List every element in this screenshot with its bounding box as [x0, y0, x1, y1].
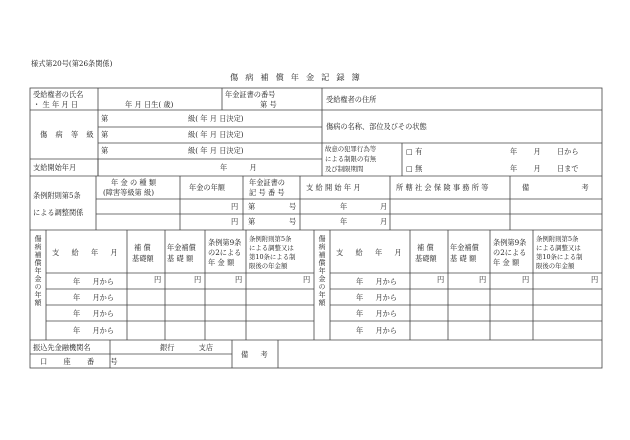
col-bonus-left-1: 年金補償	[167, 243, 196, 252]
col-month-right: 支 給 年 月	[336, 248, 402, 257]
s2-year-2: 年	[340, 217, 348, 226]
col-art9-right-1: 条例第9条	[493, 238, 527, 247]
col-adj-left-1: 条例附則第5条	[249, 235, 292, 243]
grade-row-1[interactable]: 第	[101, 114, 109, 123]
col-base-right-2: 基礎額	[415, 254, 437, 263]
col-adj-left-3: 第10条による制	[249, 253, 296, 261]
restriction-label-1: 故意の犯罪行為等	[325, 145, 377, 153]
restriction-label-2: による制限の有無	[325, 155, 377, 163]
col-adj-right-3: 第10条による制	[536, 253, 583, 261]
col-art9-right-2: の2による	[493, 248, 527, 257]
adjustment-label-1: 条例附則第5条	[33, 191, 81, 200]
s2-dai-2: 第	[248, 217, 256, 226]
grade-label: 傷 病 等 級	[40, 130, 97, 139]
recipient-name-label: 受給権者の氏名	[33, 90, 84, 99]
col-base-right-1: 補 償	[417, 243, 434, 252]
left-row-2-month[interactable]: 年 月から	[73, 293, 115, 302]
col-bonus-left-2: 基 礎 額	[167, 254, 194, 263]
col-art9-left-2: の2による	[208, 248, 242, 257]
col-annual-amount: 年金の年額	[189, 183, 225, 192]
s2-dai-1: 第	[248, 202, 256, 211]
s2-month-1: 月	[380, 202, 388, 211]
restriction-yes-checkbox[interactable]: □ 有	[406, 147, 423, 156]
left-yen-bonus: 円	[194, 275, 202, 284]
col-adj-right-2: による調整又は	[536, 244, 581, 252]
col-bonus-right-1: 年金補償	[450, 243, 479, 252]
col-adj-right-1: 条例附則第5条	[536, 235, 579, 243]
injury-label: 傷病の名称、部位及びその状態	[326, 122, 427, 131]
adjustment-label-2: による調整関係	[33, 208, 84, 217]
restriction-label-3: 及び制限期間	[325, 165, 364, 173]
col-base-left-2: 基礎額	[132, 254, 154, 263]
col-cert-no-1: 年金証書の	[249, 178, 285, 187]
col-month-left: 支 給 年 月	[52, 248, 118, 257]
right-yen-adj: 円	[591, 275, 599, 284]
col-base-left-1: 補 償	[134, 243, 151, 252]
col-adj-left-2: による調整又は	[249, 244, 294, 252]
right-yen-bonus: 円	[479, 275, 487, 284]
address-field[interactable]	[408, 96, 598, 106]
left-yen-adj: 円	[303, 275, 311, 284]
left-row-4-month[interactable]: 年 月から	[73, 326, 115, 335]
col-art9-right-3: 年 金 額	[493, 258, 520, 267]
left-row-1-month[interactable]: 年 月から	[73, 277, 115, 286]
cert-number-label: 年金証書の番号	[225, 90, 276, 99]
left-yen-art9: 円	[235, 275, 243, 284]
col-art9-left-3: 年 金 額	[208, 258, 235, 267]
right-row-4-month[interactable]: 年 月から	[356, 326, 398, 335]
bank-field[interactable]: 銀行 支店	[160, 343, 214, 352]
payment-start-field[interactable]: 年 月	[220, 163, 257, 172]
s2-go-2: 号	[289, 217, 297, 226]
form-number: 様式第20号(第26条関係)	[31, 59, 113, 68]
right-row-2-month[interactable]: 年 月から	[356, 293, 398, 302]
s2-go-1: 号	[289, 202, 297, 211]
right-row-3-month[interactable]: 年 月から	[356, 309, 398, 318]
col-adj-left-4: 限後の年金額	[249, 262, 288, 270]
page-title: 傷病補償年金記録簿	[230, 72, 367, 82]
restriction-from: 年 月 日から	[510, 147, 579, 156]
col-bonus-right-2: 基 礎 額	[450, 254, 477, 263]
col-art9-left-1: 条例第9条	[208, 238, 242, 247]
grade-row-1-suffix: 級( 年 月 日決定)	[188, 114, 244, 123]
s2-yen-2: 円	[231, 217, 239, 226]
s2-yen-1: 円	[231, 202, 239, 211]
account-label: 口 座 番 号	[40, 357, 118, 366]
annual-amount-side-label-right: 傷病補償年金の年額	[318, 235, 326, 307]
address-label: 受給権者の住所	[326, 95, 377, 104]
col-pension-type-2: (障害等級第 級)	[103, 188, 155, 197]
bank-label: 振込先金融機関名	[33, 343, 91, 352]
payment-start-label: 支給開始年月	[33, 163, 77, 172]
col-start: 支 給 開 始 年 月	[306, 183, 361, 192]
col-office: 所 轄 社 会 保 険 事 務 所 等	[396, 183, 489, 192]
account-field[interactable]	[115, 358, 225, 366]
right-row-1-month[interactable]: 年 月から	[356, 277, 398, 286]
grade-row-2-suffix: 級( 年 月 日決定)	[188, 130, 244, 139]
notes-label: 備 考	[241, 350, 268, 359]
s2-month-2: 月	[380, 217, 388, 226]
restriction-no-checkbox[interactable]: □ 無	[406, 164, 423, 173]
annual-amount-side-label-left: 傷病補償年金の年額	[34, 235, 42, 307]
grade-row-3[interactable]: 第	[101, 146, 109, 155]
right-yen-art9: 円	[522, 275, 530, 284]
col-notes: 備 考	[522, 183, 589, 192]
grade-row-2[interactable]: 第	[101, 130, 109, 139]
right-yen-base: 円	[437, 275, 445, 284]
left-yen-base: 円	[154, 275, 162, 284]
cert-number-field[interactable]: 第 号	[260, 100, 277, 109]
left-row-3-month[interactable]: 年 月から	[73, 309, 115, 318]
col-pension-type-1: 年 金 の 種 類	[111, 178, 157, 187]
col-adj-right-4: 限後の年金額	[536, 262, 575, 270]
col-cert-no-2: 記 号 番 号	[249, 188, 285, 197]
s2-year-1: 年	[340, 202, 348, 211]
grade-row-3-suffix: 級( 年 月 日決定)	[188, 146, 244, 155]
birth-date-field[interactable]: 年 月 日生( 歳)	[125, 100, 174, 109]
recipient-birth-label: ・ 生 年 月 日	[33, 100, 79, 109]
restriction-to: 年 月 日まで	[510, 164, 579, 173]
